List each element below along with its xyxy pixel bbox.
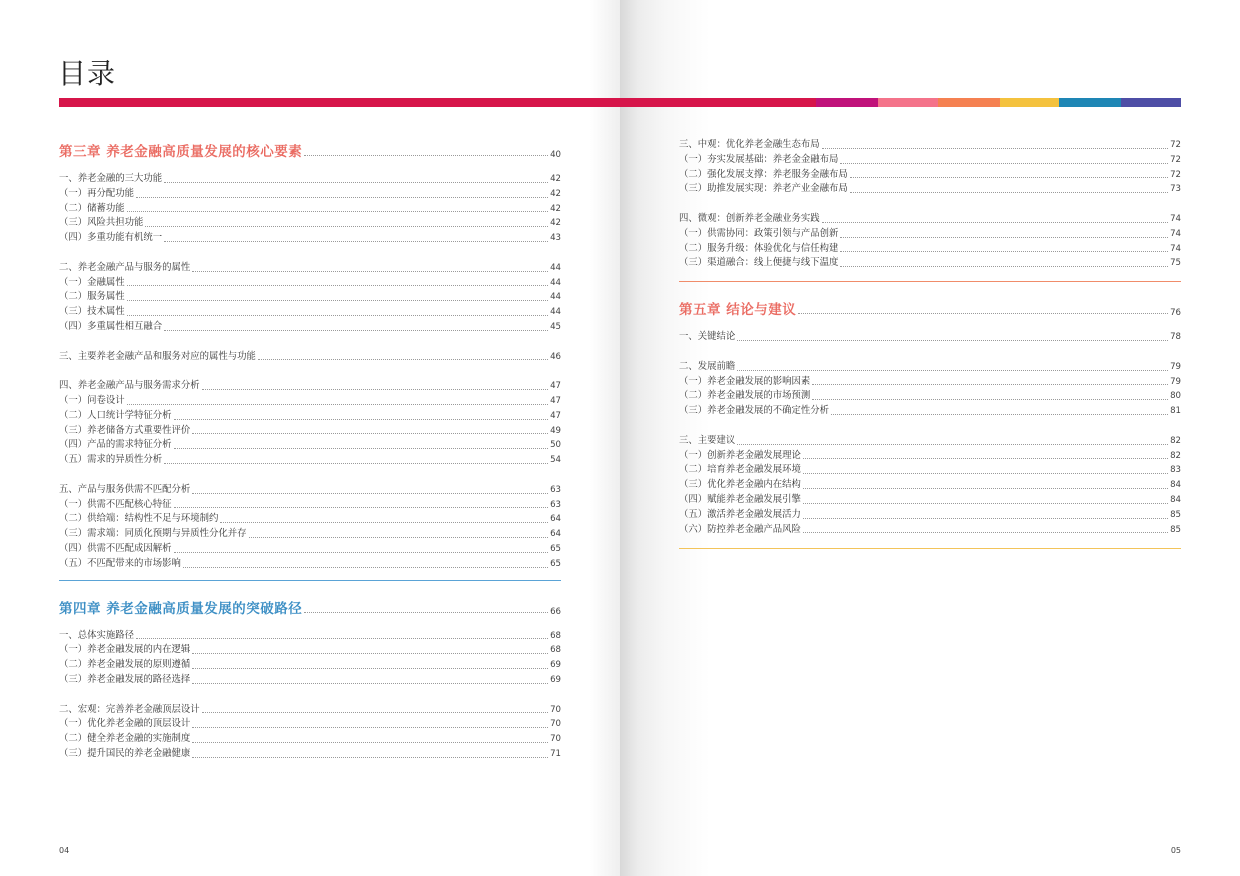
leader-dots: [803, 518, 1168, 519]
toc-entry-label: （一）再分配功能: [59, 187, 135, 199]
toc-entry[interactable]: [59, 732, 561, 747]
chapter-5-entry[interactable]: [679, 296, 1181, 320]
toc-entry[interactable]: [679, 212, 1181, 227]
toc-entry[interactable]: [59, 290, 561, 305]
leader-dots: [831, 414, 1168, 415]
toc-entry-label: 一、总体实施路径: [59, 629, 135, 641]
color-bar-segment: [1059, 98, 1121, 107]
toc-entry[interactable]: [59, 557, 561, 572]
page-number: 64: [550, 529, 561, 540]
leader-dots: [803, 503, 1168, 504]
page-number: 42: [550, 218, 561, 229]
toc-entry-label: （一）夯实发展基础：养老金金融布局: [679, 153, 839, 165]
page-number: 85: [1170, 524, 1181, 535]
toc-entry[interactable]: [59, 747, 561, 762]
page-number: 45: [550, 321, 561, 332]
color-bar-segment: [513, 98, 664, 107]
toc-entry-label: 二、发展前瞻: [679, 360, 736, 372]
leader-dots: [174, 507, 549, 508]
toc-entry[interactable]: [59, 172, 561, 187]
leader-dots: [803, 473, 1168, 474]
toc-entry-label: （三）风险共担功能: [59, 217, 144, 229]
page-number: 44: [550, 262, 561, 273]
leader-dots: [164, 241, 548, 242]
leader-dots: [850, 177, 1168, 178]
page-number: 65: [550, 558, 561, 569]
leader-dots: [737, 370, 1168, 371]
toc-entry[interactable]: [679, 360, 1181, 375]
toc-entry-label: （三）技术属性: [59, 306, 125, 318]
page-number: 82: [1170, 450, 1181, 461]
toc-entry[interactable]: [59, 483, 561, 498]
toc-entry[interactable]: [59, 424, 561, 439]
color-bar-segment: [665, 98, 816, 107]
page-number: 81: [1170, 406, 1181, 417]
chapter-divider: [679, 281, 1181, 282]
chapter-title: 第五章 结论与建议: [679, 302, 797, 319]
page-number: 79: [1170, 361, 1181, 372]
page-number: 72: [1170, 154, 1181, 165]
page-number: 68: [550, 645, 561, 656]
toc-entry-label: 五、产品与服务供需不匹配分析: [59, 483, 191, 495]
color-bar-segment: [878, 98, 938, 107]
toc-entry[interactable]: [59, 305, 561, 320]
page-number: 84: [1170, 480, 1181, 491]
toc-left-column: [59, 138, 561, 776]
leader-dots: [812, 399, 1168, 400]
toc-section: [59, 703, 561, 762]
page-number: 65: [550, 543, 561, 554]
leader-dots: [803, 488, 1168, 489]
toc-entry[interactable]: [679, 227, 1181, 242]
toc-entry[interactable]: [59, 231, 561, 246]
toc-entry-label: （四）多重属性相互融合: [59, 320, 163, 332]
leader-dots: [737, 340, 1168, 341]
toc-entry[interactable]: [679, 463, 1181, 478]
page-number: 79: [1170, 376, 1181, 387]
color-bar-segment: [210, 98, 361, 107]
page-number-left: 04: [59, 846, 70, 855]
toc-entry[interactable]: [59, 216, 561, 231]
toc-entry[interactable]: [679, 478, 1181, 493]
leader-dots: [840, 251, 1168, 252]
toc-entry[interactable]: [679, 256, 1181, 271]
toc-entry[interactable]: [679, 523, 1181, 538]
toc-right-column: [679, 138, 1181, 563]
page-number: 78: [1170, 332, 1181, 343]
leader-dots: [798, 313, 1168, 314]
toc-entry-label: （一）金融属性: [59, 276, 125, 288]
page-number: 47: [550, 381, 561, 392]
leader-dots: [192, 742, 548, 743]
leader-dots: [840, 266, 1168, 267]
page-number: 43: [550, 233, 561, 244]
page-number: 42: [550, 188, 561, 199]
toc-entry-label: 四、养老金融产品与服务需求分析: [59, 380, 200, 392]
page-number: 63: [550, 484, 561, 495]
page-number: 72: [1170, 169, 1181, 180]
leader-dots: [737, 444, 1168, 445]
page-number: 42: [550, 174, 561, 184]
leader-dots: [840, 163, 1168, 164]
page-number: 72: [1170, 140, 1181, 150]
toc-entry-label: （二）健全养老金融的实施制度: [59, 733, 191, 745]
toc-entry-label: 四、微观：创新养老金融业务实践: [679, 212, 820, 224]
page-number: 83: [1170, 465, 1181, 476]
toc-entry-label: （二）养老金融发展的市场预测: [679, 390, 811, 402]
leader-dots: [145, 226, 548, 227]
leader-dots: [202, 389, 548, 390]
toc-entry-label: （二）强化发展支撑：养老服务金融布局: [679, 168, 848, 180]
leader-dots: [136, 197, 548, 198]
toc-entry[interactable]: [679, 330, 1181, 345]
toc-entry-label: （三）养老储备方式重要性评价: [59, 424, 191, 436]
toc-entry[interactable]: [59, 394, 561, 409]
leader-dots: [803, 532, 1168, 533]
toc-entry-label: 三、中观：优化养老金融生态布局: [679, 139, 820, 150]
toc-entry[interactable]: [59, 276, 561, 291]
page-number-right: 05: [1170, 846, 1181, 855]
color-bar-segment: [938, 98, 1000, 107]
leader-dots: [304, 612, 548, 613]
color-bar: [59, 98, 1181, 107]
toc-entry[interactable]: [679, 449, 1181, 464]
toc-entry[interactable]: [679, 389, 1181, 404]
toc-entry-label: 一、关键结论: [679, 331, 736, 343]
toc-section: [59, 172, 561, 246]
leader-dots: [202, 712, 548, 713]
toc-entry-label: （一）养老金融发展的内在逻辑: [59, 644, 191, 656]
toc-entry[interactable]: [59, 379, 561, 394]
page-number: 71: [550, 748, 561, 759]
page-number: 70: [550, 704, 561, 715]
toc-entry-label: （三）养老金融发展的不确定性分析: [679, 405, 830, 417]
page-number: 64: [550, 514, 561, 525]
toc-entry-label: （一）优化养老金融的顶层设计: [59, 718, 191, 730]
leader-dots: [192, 653, 548, 654]
toc-entry[interactable]: [59, 453, 561, 468]
chapter-4-entry[interactable]: [59, 595, 561, 619]
toc-entry[interactable]: [679, 242, 1181, 257]
toc-entry[interactable]: [59, 673, 561, 688]
toc-entry[interactable]: [59, 542, 561, 557]
toc-entry-label: 二、宏观：完善养老金融顶层设计: [59, 703, 200, 715]
toc-entry-label: （二）养老金融发展的原则遵循: [59, 659, 191, 671]
page-number: 47: [550, 410, 561, 421]
toc-entry-label: （二）人口统计学特征分析: [59, 409, 172, 421]
chapter-title: 第三章 养老金融高质量发展的核心要素: [59, 144, 303, 160]
page-number: 69: [550, 660, 561, 671]
toc-entry-label: （二）供给端：结构性不足与环境制约: [59, 513, 219, 525]
toc-entry-label: （一）问卷设计: [59, 394, 125, 406]
page-number: 74: [1170, 228, 1181, 239]
leader-dots: [127, 315, 548, 316]
page-number: 68: [550, 630, 561, 641]
toc-section: [679, 434, 1181, 538]
toc-entry[interactable]: [59, 717, 561, 732]
toc-entry[interactable]: [679, 182, 1181, 197]
chapter-3-entry[interactable]: [59, 138, 561, 162]
leader-dots: [822, 148, 1168, 149]
page-number: 75: [1170, 258, 1181, 269]
toc-section: [679, 330, 1181, 345]
chapter-title: 第四章 养老金融高质量发展的突破路径: [59, 600, 303, 617]
leader-dots: [192, 433, 548, 434]
page-number: 80: [1170, 391, 1181, 402]
page-number: 69: [550, 674, 561, 685]
page-number: 54: [550, 455, 561, 466]
toc-entry-label: （五）不匹配带来的市场影响: [59, 557, 181, 569]
page-number: 47: [550, 395, 561, 406]
toc-entry-label: （二）储蓄功能: [59, 202, 125, 214]
page-number: 74: [1170, 243, 1181, 254]
toc-entry-label: （三）需求端：同质化预期与异质性分化并存: [59, 528, 247, 540]
leader-dots: [127, 300, 548, 301]
toc-section: [59, 483, 561, 572]
page-number: 44: [550, 307, 561, 318]
page-number: 49: [550, 425, 561, 436]
toc-section: [679, 138, 1181, 197]
toc-section: [679, 212, 1181, 271]
toc-entry-label: （一）供需协同：政策引领与产品创新: [679, 227, 839, 239]
toc-entry[interactable]: [59, 527, 561, 542]
toc-entry[interactable]: [59, 512, 561, 527]
toc-entry[interactable]: [59, 202, 561, 217]
leader-dots: [174, 419, 549, 420]
toc-entry[interactable]: [679, 138, 1181, 153]
leader-dots: [249, 537, 549, 538]
leader-dots: [136, 638, 548, 639]
toc-entry-label: 三、主要养老金融产品和服务对应的属性与功能: [59, 350, 256, 362]
leader-dots: [192, 493, 548, 494]
toc-entry[interactable]: [679, 153, 1181, 168]
page-number: 70: [550, 719, 561, 730]
toc-entry[interactable]: [59, 320, 561, 335]
toc-entry-label: 二、养老金融产品与服务的属性: [59, 261, 191, 273]
toc-entry[interactable]: [59, 643, 561, 658]
leader-dots: [258, 359, 548, 360]
leader-dots: [127, 211, 548, 212]
toc-section: [679, 360, 1181, 419]
leader-dots: [304, 155, 548, 156]
page-number: 42: [550, 203, 561, 214]
toc-entry[interactable]: [59, 629, 561, 644]
toc-entry[interactable]: [59, 498, 561, 513]
page-title: 目录: [58, 57, 117, 90]
toc-entry[interactable]: [679, 434, 1181, 449]
leader-dots: [192, 271, 548, 272]
toc-entry[interactable]: [59, 187, 561, 202]
page-number: 74: [1170, 213, 1181, 224]
toc-entry[interactable]: [679, 404, 1181, 419]
toc-entry[interactable]: [679, 375, 1181, 390]
leader-dots: [812, 384, 1168, 385]
toc-entry-label: （四）赋能养老金融发展引擎: [679, 493, 801, 505]
toc-entry-label: （四）多重功能有机统一: [59, 232, 163, 244]
toc-section: [59, 350, 561, 365]
toc-entry[interactable]: [59, 703, 561, 718]
toc-entry-label: （一）创新养老金融发展理论: [679, 449, 801, 461]
toc-section: [59, 261, 561, 335]
color-bar-segment: [816, 98, 878, 107]
toc-section: [59, 629, 561, 688]
toc-entry-label: （三）优化养老金融内在结构: [679, 479, 801, 491]
toc-entry[interactable]: [679, 168, 1181, 183]
toc-entry-label: （四）供需不匹配成因解析: [59, 542, 172, 554]
toc-entry[interactable]: [679, 493, 1181, 508]
page-number: 46: [550, 351, 561, 362]
toc-entry-label: 一、养老金融的三大功能: [59, 173, 163, 184]
toc-entry-label: （五）需求的异质性分析: [59, 454, 163, 466]
color-bar-segment: [1121, 98, 1181, 107]
toc-entry[interactable]: [59, 350, 561, 365]
page-number: 44: [550, 292, 561, 303]
leader-dots: [850, 192, 1168, 193]
leader-dots: [174, 448, 549, 449]
chapter-divider: [679, 548, 1181, 549]
toc-entry-label: （六）防控养老金融产品风险: [679, 523, 801, 535]
toc-entry[interactable]: [59, 438, 561, 453]
page-number: 85: [1170, 509, 1181, 520]
page-number: 40: [550, 150, 561, 160]
leader-dots: [127, 404, 548, 405]
color-bar-segment: [362, 98, 513, 107]
color-bar-segment: [1000, 98, 1060, 107]
toc-entry-label: （二）培育养老金融发展环境: [679, 464, 801, 476]
chapter-divider: [59, 580, 561, 581]
toc-entry[interactable]: [59, 658, 561, 673]
leader-dots: [174, 552, 549, 553]
toc-entry-label: （三）助推发展实现：养老产业金融布局: [679, 183, 848, 195]
leader-dots: [192, 727, 548, 728]
toc-entry[interactable]: [59, 409, 561, 424]
page-number: 66: [550, 606, 561, 617]
page-number: 76: [1170, 308, 1181, 319]
toc-entry-label: （五）激活养老金融发展活力: [679, 508, 801, 520]
page-number: 84: [1170, 494, 1181, 505]
leader-dots: [164, 182, 548, 183]
toc-entry[interactable]: [679, 508, 1181, 523]
page-number: 50: [550, 440, 561, 451]
toc-entry-label: （一）养老金融发展的影响因素: [679, 375, 811, 387]
leader-dots: [127, 285, 548, 286]
leader-dots: [192, 757, 548, 758]
toc-entry-label: （一）供需不匹配核心特征: [59, 498, 172, 510]
toc-entry[interactable]: [59, 261, 561, 276]
page-number: 63: [550, 499, 561, 510]
toc-entry-label: （二）服务升级：体验优化与信任构建: [679, 242, 839, 254]
leader-dots: [840, 237, 1168, 238]
leader-dots: [822, 222, 1168, 223]
toc-entry-label: 三、主要建议: [679, 434, 736, 446]
leader-dots: [220, 522, 548, 523]
toc-entry-label: （三）提升国民的养老金融健康: [59, 747, 191, 759]
toc-entry-label: （四）产品的需求特征分析: [59, 439, 172, 451]
leader-dots: [192, 668, 548, 669]
leader-dots: [803, 458, 1168, 459]
toc-section: [59, 379, 561, 468]
page-number: 73: [1170, 184, 1181, 195]
leader-dots: [183, 567, 548, 568]
toc-entry-label: （二）服务属性: [59, 291, 125, 303]
toc-entry-label: （三）渠道融合：线上便捷与线下温度: [679, 257, 839, 269]
leader-dots: [192, 683, 548, 684]
color-bar-segment: [59, 98, 210, 107]
leader-dots: [164, 330, 548, 331]
page-number: 44: [550, 277, 561, 288]
leader-dots: [164, 463, 548, 464]
page-number: 82: [1170, 435, 1181, 446]
toc-entry-label: （三）养老金融发展的路径选择: [59, 673, 191, 685]
page-number: 70: [550, 734, 561, 745]
